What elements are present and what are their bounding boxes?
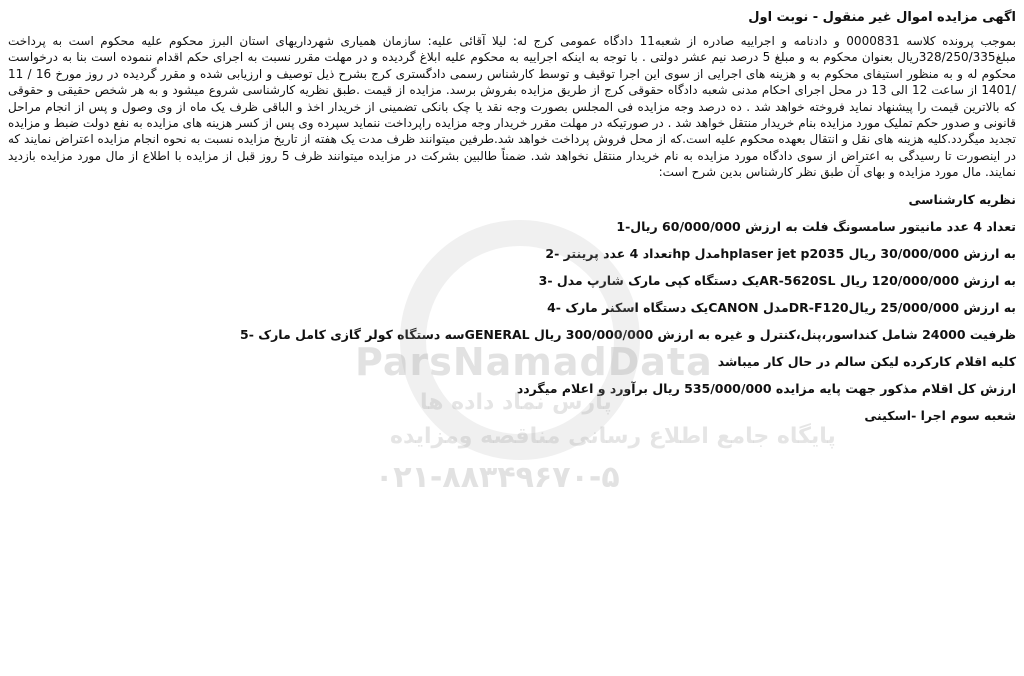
- notice-title: اگهی مزایده اموال غیر منقول - نوبت اول: [748, 10, 1016, 25]
- watermark-phone: ۰۲۱-۸۸۳۴۹۶۷۰-۵: [375, 460, 620, 495]
- list-item: به ارزش 120/000/000 ریال AR-5620SLیک دستگاه کپی مارک شارپ مدل -3: [538, 272, 1016, 288]
- watermark-line2: پایگاه جامع اطلاع رسانی مناقصه ومزایده: [390, 424, 836, 449]
- item-list: [8, 218, 1016, 344]
- watermark-line1: پارس نماد داده ها: [420, 390, 612, 415]
- expert-opinion-heading: نظریه کارشناسی: [908, 191, 1016, 207]
- total-value: ارزش کل اقلام مذکور جهت پایه مزایده 535/000/000 ریال برآورد و اعلام میگردد: [516, 380, 1016, 396]
- list-item: تعداد 4 عدد مانیتور سامسونگ فلت به ارزش 60/000/000 ریال-1: [616, 218, 1016, 234]
- list-item: به ارزش 30/000/000 ریال hplaser jet p2035مدل hpتعداد 4 عدد پرینتر -2: [545, 245, 1016, 261]
- signature: شعبه سوم اجرا -اسکینی: [864, 407, 1016, 423]
- condition-note: کلیه اقلام کارکرده لیکن سالم در حال کار میباشد: [717, 353, 1016, 369]
- notice-body: بموجب پرونده کلاسه 0000831 و دادنامه و اجراییه صادره از شعبه11 دادگاه عمومی کرج له: لیلا آقائی علیه: سازمان همیاری شهرداریهای استان البرز محکوم علیه محکوم است به پرداخت مبلغ328/250/335ریال بعنوان محکوم به و مبلغ 5 درصد نیم عشر دولتی . با توجه به اینکه اجراییه به محکوم علیه ابلاغ گردیده و در مهلت مقرر نسبت به اجرای حکم اقدام ننموده است بنا به درخواست محکوم له و به منظور استیفای محکوم به و هزینه های اجرایی از سوی این اجرا توقیف و توسط کارشناس رسمی دادگستری کرج بشرح ذیل توصیف و ارزیابی شده و مقرر گردیده در روز مورخ 16 / 11 /1401 از ساعت 12 الی 13 در محل اجرای احکام مدنی شعبه دادگاه حقوقی کرج از طریق مزایده بفروش برسد. مزایده از قیمت .طبق نظریه کارشناسی شروع میشود و به هر شخص حقیقی و حقوقی که بالاترین قیمت را پیشنهاد نماید فروخته خواهد شد . ده درصد وجه مزایده فی المجلس بصورت وجه نقد یا چک بانکی تضمینی از خریدار اخذ و الباقی ظرف یک ماه از وی وصول و پس از انجام مراحل قانونی و صدور حکم تملیک مورد مزایده بنام خریدار منتقل خواهد شد . در صورتیکه در مهلت مقرر خریدار وجه مزایده راپرداخت ننماید سپرده وی پس از کسر هزینه های مزایده به نفع دولت ضبط و مزایده تجدید میگردد.کلیه هزینه های نقل و انتقال بعهده محکوم علیه است.که از محل فروش پرداخت خواهد شد.طرفین میتوانند ظرف مدت یک هفته از تاریخ مزایده نسبت به نحوه انجام مزایده اعتراض نمایند که در اینصورت تا رسیدگی به اعتراض از سوی دادگاه مورد مزایده به نام خریدار منتقل نخواهد شد. ضمناً طالبین بشرکت در مزایده میتوانند ظرف 5 روز قبل از مزایده با اطلاع از مال مورد مزایده بازدید نمایند. مال مورد مزایده و بهای آن طبق نظر کارشناس بدین شرح است:: [8, 34, 1016, 180]
- list-item: ظرفیت 24000 شامل کنداسور،پنل،کنترل و غیره به ارزش 300/000/000 ریال GENERALسه دستگاه کولر گازی کامل مارک -5: [240, 326, 1016, 342]
- watermark-brand: ParsNamadData: [355, 340, 713, 384]
- list-item: به ارزش 25/000/000 ریالDR-F120مدل CANONیک دستگاه اسکنر مارک -4: [547, 299, 1016, 315]
